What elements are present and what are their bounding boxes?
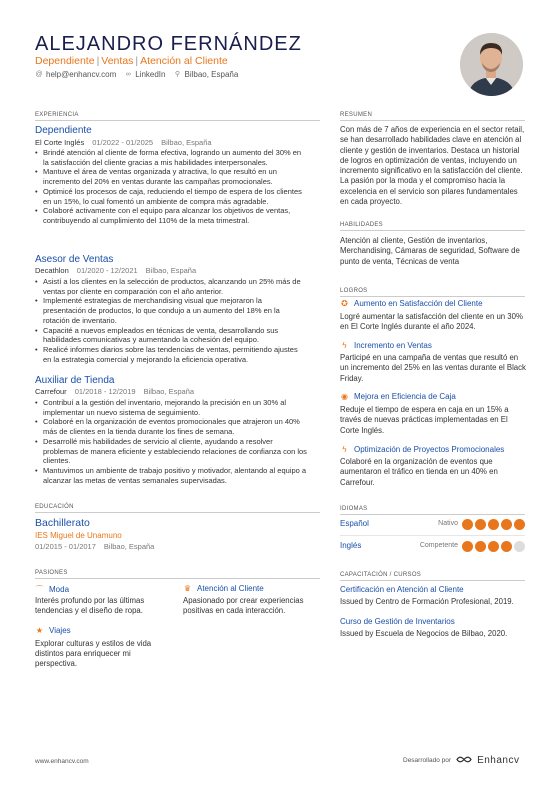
divider — [35, 578, 320, 579]
skills-text: Atención al cliente, Gestión de inventarios, Merchandising, Cámaras de seguridad, Software de punto de venta, Técnicas de venta — [340, 236, 520, 266]
job-title: Asesor de Ventas — [35, 254, 114, 265]
linkedin-contact[interactable] — [124, 70, 165, 79]
course-title: Curso de Gestión de Inventarios — [340, 617, 455, 626]
job-company: Carrefour — [35, 387, 67, 396]
bullet-item: • Mantuve el área de ventas organizada y atractiva, lo que resultó en un incremento del 20% en ventas durante las campañas promocionales. — [35, 167, 305, 186]
bullet-item: • Asistí a los clientes en la selección de productos, alcanzando un 25% más de ventas por cliente en comparación con el año anterior. — [35, 277, 305, 296]
section-heading-achievements: LOGROS — [340, 288, 368, 294]
job-location: Bilbao, España — [143, 387, 195, 396]
achievement-title — [340, 392, 456, 401]
rating-dot — [462, 519, 473, 530]
star-icon: ★ — [35, 626, 44, 635]
bullet-item: • Mantuvimos un ambiente de trabajo positivo y motivador, alentando al equipo a alcanzar las metas de ventas semanales supervisadas. — [35, 466, 307, 485]
course-issuer: Issued by Centro de Formación Profesional, 2019. — [340, 597, 514, 606]
achievement-title — [340, 445, 504, 454]
passion-description: Interés profundo por las últimas tendencias y el diseño de ropa. — [35, 596, 145, 615]
rating-dot — [514, 519, 525, 530]
headline-role: Dependiente — [35, 55, 95, 67]
divider — [340, 296, 525, 297]
contact-bar — [35, 70, 238, 79]
language-name: Inglés — [340, 541, 362, 550]
footer-website[interactable]: www.enhancv.com — [35, 758, 89, 765]
achievement-description: Colaboré en la organización de eventos que aumentaron el tráfico en tienda en un 40% en Carrefour. — [340, 457, 498, 487]
bullet-item: • Implementé estrategias de merchandising visual que mejoraron la presentación de productos, lo que condujo a un aumento del 18% en la rotación de inventario. — [35, 296, 305, 325]
divider — [340, 230, 525, 231]
divider — [340, 580, 525, 581]
course-issuer: Issued by Escuela de Negocios de Bilbao, 2020. — [340, 629, 508, 638]
medal-icon: ✪ — [341, 299, 348, 308]
passion-title — [183, 584, 264, 593]
language-rating — [462, 541, 525, 552]
job-company: Decathlon — [35, 266, 69, 275]
job-bullets — [35, 398, 307, 485]
job-dates: 01/2018 - 12/2019 — [74, 387, 136, 396]
job-dates: 01/2022 - 01/2025 — [92, 138, 154, 147]
rating-dot — [501, 541, 512, 552]
passion-description: Apasionado por crear experiencias positivas en cada interacción. — [183, 596, 304, 615]
language-level: Competente — [419, 542, 458, 549]
passion-title — [35, 584, 69, 595]
bullet-item: • Desarrollé mis habilidades de servicio al cliente, ayudando a resolver problemas de manera eficiente y estableciendo relaciones de confianza con los clientes. — [35, 437, 307, 466]
achievement-description: Participé en una campaña de ventas que resultó en un incremento del 25% en las ventas durante el Black Friday. — [340, 353, 526, 383]
bullet-item: • Contribuí a la gestión del inventario, mejorando la precisión en un 30% al implementar un nuevo sistema de seguimiento. — [35, 398, 307, 417]
section-heading-education: EDUCACIÓN — [35, 504, 74, 510]
bullet-item: • Colaboré en la organización de eventos promocionales que atrajeron un 40% más de clientes en la tienda durante los fines de semana. — [35, 417, 307, 436]
divider — [340, 514, 525, 515]
link-icon: ∞ — [125, 70, 131, 78]
section-heading-passions: PASIONES — [35, 570, 68, 576]
job-meta — [35, 387, 194, 396]
divider — [35, 120, 320, 121]
rating-dot — [488, 541, 499, 552]
job-company: El Corte Inglés — [35, 138, 85, 147]
enhancv-logo-icon — [456, 755, 472, 766]
email-text: help@enhancv.com — [46, 70, 117, 79]
achievement-title-text: Aumento en Satisfacción del Cliente — [354, 299, 483, 308]
headline-separator: | — [135, 55, 139, 67]
achievement-title-text: Incremento en Ventas — [354, 341, 432, 350]
job-location: Bilbao, España — [161, 138, 212, 147]
location-contact — [173, 70, 238, 79]
rating-dot — [488, 519, 499, 530]
course-title: Certificación en Atención al Cliente — [340, 585, 464, 594]
at-icon: @ — [35, 70, 43, 78]
rating-dot — [475, 541, 486, 552]
achievement-title-text: Optimización de Proyectos Promocionales — [354, 445, 505, 454]
hanger-icon: ⌒ — [35, 585, 44, 594]
job-meta — [35, 266, 196, 275]
passion-title — [35, 626, 71, 635]
rating-dot — [501, 519, 512, 530]
language-rating — [462, 519, 525, 530]
lightbulb-icon: ◉ — [341, 392, 348, 401]
headline-role: Ventas — [101, 55, 134, 67]
job-bullets — [35, 277, 305, 364]
job-meta — [35, 138, 212, 147]
achievement-title — [340, 341, 432, 350]
bullet-item: • Colaboré activamente con el equipo para alcanzar los objetivos de ventas, contribuyendo al cumplimiento del 110% de la meta trimestral. — [35, 206, 305, 225]
headline-role: Atención al Cliente — [140, 55, 228, 67]
education-dates: 01/2015 - 01/2017 — [35, 542, 96, 551]
language-level: Nativo — [438, 520, 458, 527]
brand-name: Enhancv — [477, 755, 520, 766]
degree-title: Bachillerato — [35, 517, 90, 529]
headline — [35, 55, 228, 67]
achievement-description: Reduje el tiempo de espera en caja en un 15% a través de nuevas prácticas implementadas en El Corte Inglés. — [340, 405, 509, 435]
achievement-title — [340, 299, 483, 308]
language-name: Español — [340, 519, 369, 528]
section-heading-skills: HABILIDADES — [340, 222, 383, 228]
education-location: Bilbao, España — [103, 542, 155, 551]
rating-dot — [475, 519, 486, 530]
section-heading-languages: IDIOMAS — [340, 506, 368, 512]
section-heading-summary: RESUMEN — [340, 112, 373, 118]
achievement-title-text: Mejora en Eficiencia de Caja — [354, 392, 456, 401]
job-dates: 01/2020 - 12/2021 — [76, 266, 138, 275]
passion-title-text: Viajes — [49, 626, 71, 635]
headline-separator: | — [96, 55, 100, 67]
divider — [340, 535, 525, 536]
powered-by-text: Desarrollado por — [403, 757, 452, 764]
education-meta — [35, 542, 154, 551]
location-pin-icon: ⚲ — [174, 70, 181, 78]
bullet-item: • Brindé atención al cliente de forma efectiva, logrando un aumento del 30% en la satisfacción del cliente gracias a mis habilidades interpersonales. — [35, 148, 305, 167]
achievement-description: Logré aumentar la satisfacción del cliente en un 30% en El Corte Inglés durante el año 2024. — [340, 312, 523, 332]
rating-dot — [514, 541, 525, 552]
passion-title-text: Atención al Cliente — [197, 584, 264, 593]
language-row — [340, 541, 525, 553]
job-bullets — [35, 148, 305, 226]
passion-description: Explorar culturas y estilos de vida distintos para enriquecer mi perspectiva. — [35, 639, 152, 668]
divider — [35, 512, 320, 513]
passion-title-text: Moda — [49, 585, 70, 594]
job-title: Dependiente — [35, 125, 92, 136]
bullet-item: • Realicé informes diarios sobre las tendencias de ventas, permitiendo ajustes en la estrategia comercial y mejorando la eficiencia operativa. — [35, 345, 305, 364]
language-row — [340, 519, 525, 531]
bullet-item: • Optimicé los procesos de caja, reduciendo el tiempo de espera de los clientes en un 15%, lo cual fomentó un ambiente de compra más agradable. — [35, 187, 305, 206]
trophy-icon: ♛ — [183, 584, 192, 593]
lightning-icon: ϟ — [342, 445, 347, 454]
section-heading-courses: CAPACITACIÓN / CURSOS — [340, 572, 422, 578]
avatar — [460, 33, 523, 96]
section-heading-experience: EXPERIENCIA — [35, 112, 79, 118]
job-location: Bilbao, España — [145, 266, 197, 275]
rating-dot — [462, 541, 473, 552]
summary-text: Con más de 7 años de experiencia en el sector retail, se han desarrollado habilidades clave en atención al cliente y gestión de inventarios. Destaca un historial de logros en optimización de ventas, incluyendo un incremento significativo en la satisfacción del cliente. La pasión por la moda y el compromiso hacia la excelencia en el servicio son pilares fundamentales en cada proyecto. — [340, 125, 525, 207]
linkedin-text: LinkedIn — [135, 70, 166, 79]
location-text: Bilbao, España — [184, 70, 239, 79]
divider — [340, 120, 525, 121]
school-name: IES Miguel de Unamuno — [35, 531, 122, 540]
email-contact[interactable] — [35, 70, 116, 79]
candidate-name: ALEJANDRO FERNÁNDEZ — [35, 33, 302, 55]
job-title: Auxiliar de Tienda — [35, 375, 115, 386]
lightning-icon: ϟ — [342, 341, 347, 350]
footer-branding — [403, 755, 519, 766]
bullet-item: • Capacité a nuevos empleados en técnicas de venta, desarrollando sus habilidades comunicativas y aumentando la cohesión del equipo. — [35, 326, 305, 345]
